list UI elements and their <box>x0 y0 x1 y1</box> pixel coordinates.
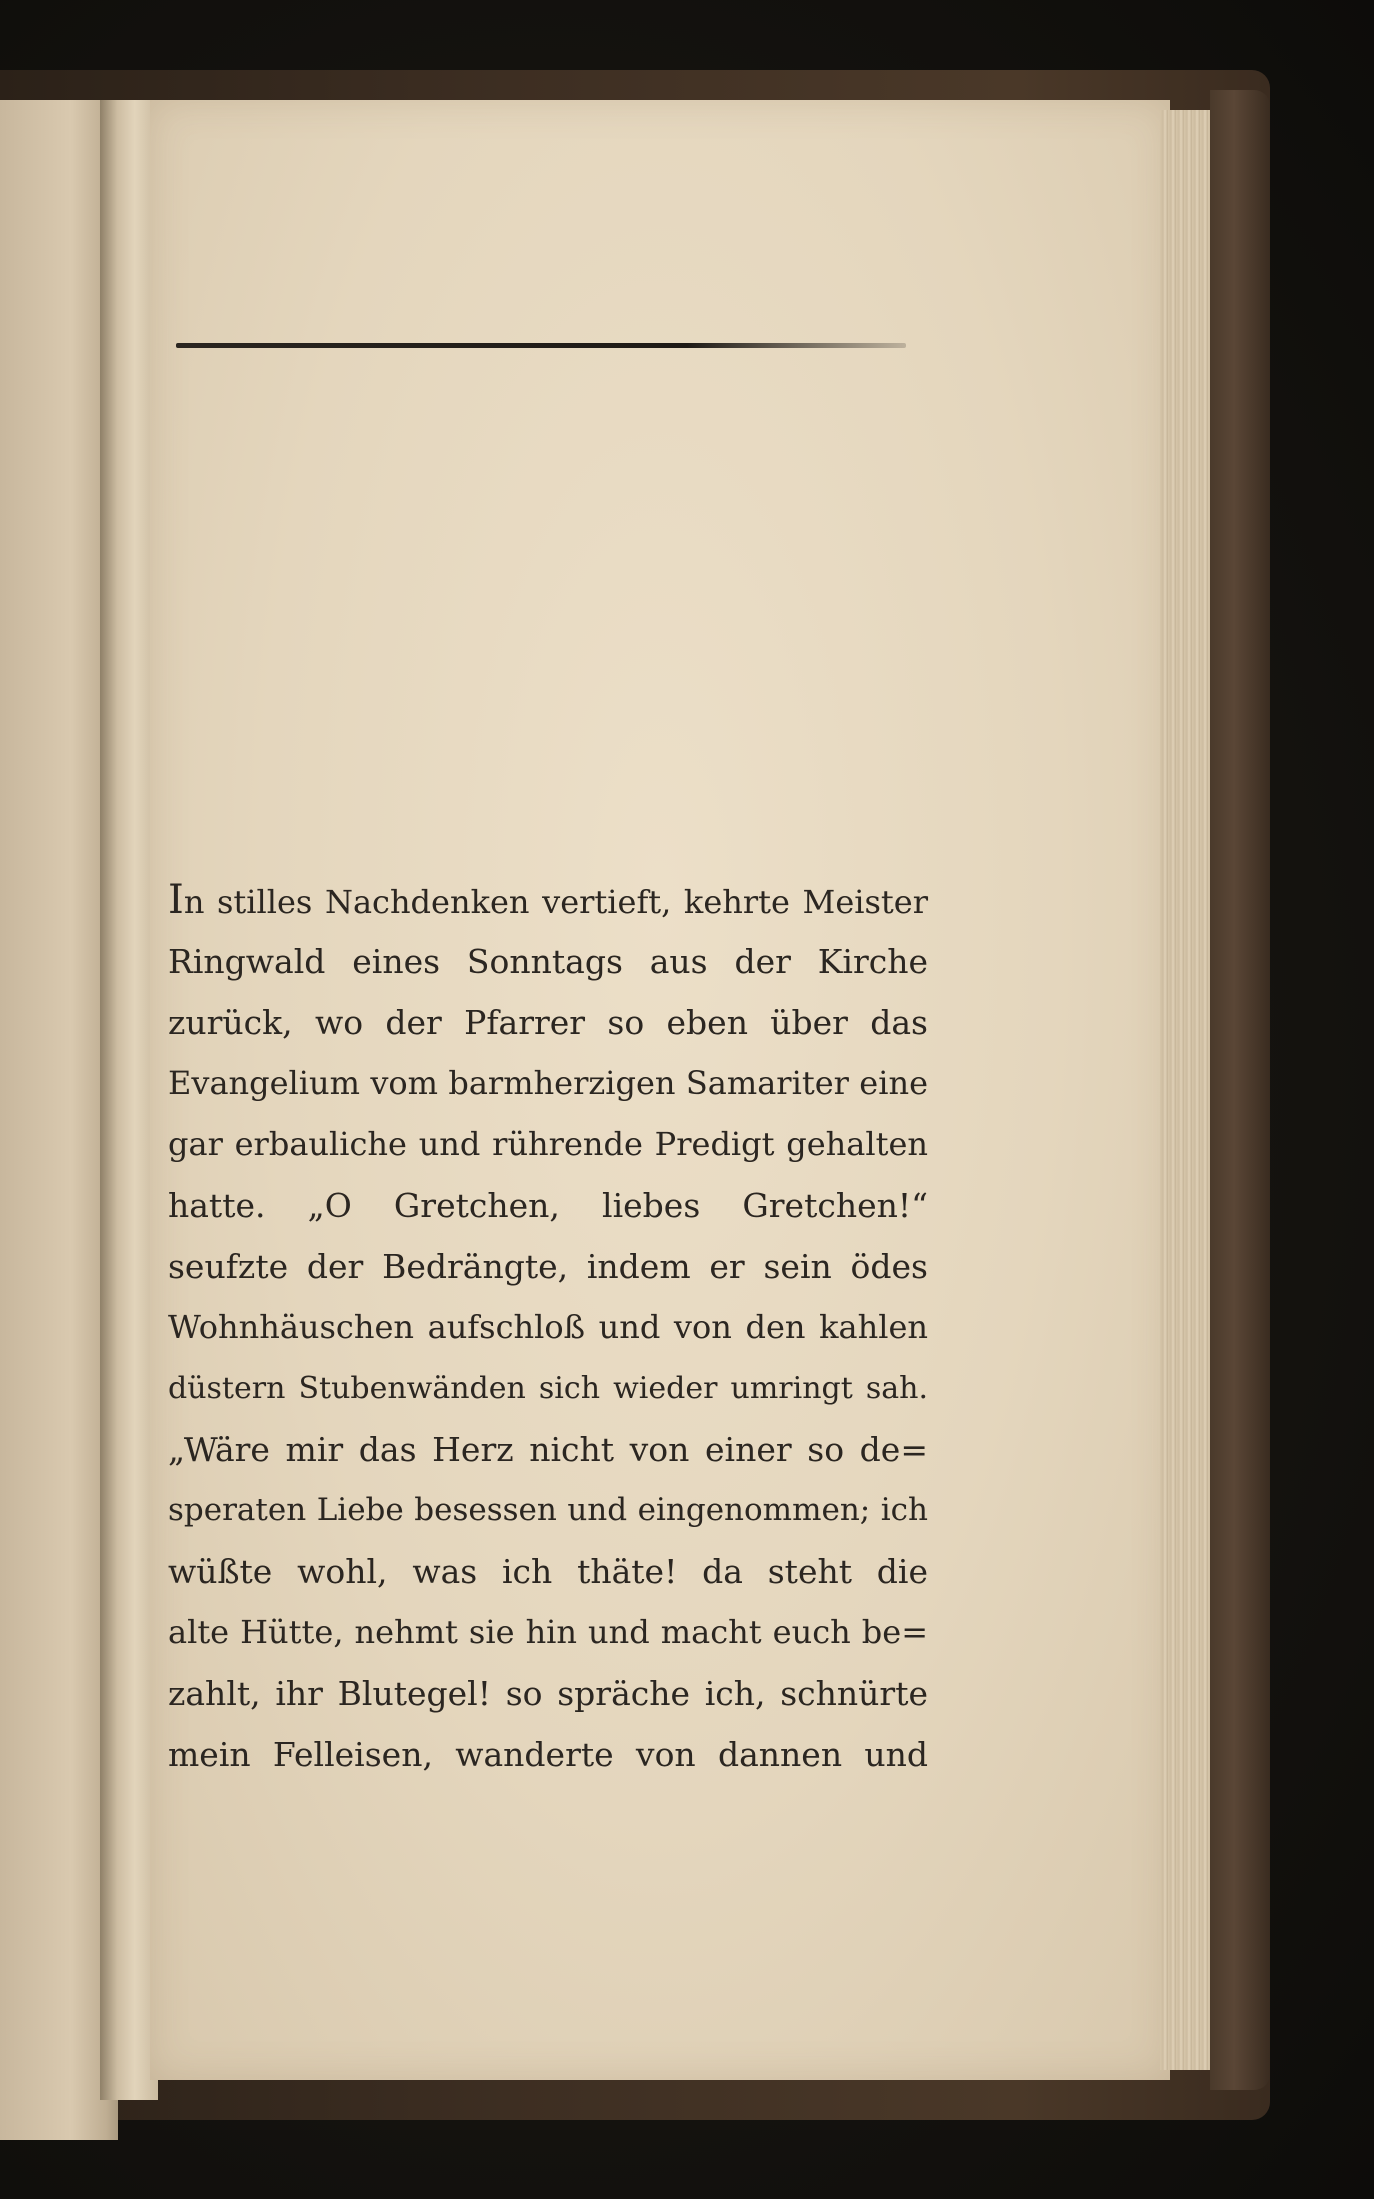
text-line: zurück, wo der Pfarrer so eben über das <box>168 1003 928 1042</box>
text-line: düstern Stubenwänden sich wieder umringt sah. <box>168 1371 928 1406</box>
text-line: mein Felleisen, wanderte von dannen und <box>168 1735 928 1774</box>
text-line: gar erbauliche und rührende Predigt gehalten <box>168 1125 928 1163</box>
cover-edge <box>1210 90 1270 2090</box>
chapter-rule <box>176 343 906 348</box>
text-line: Ringwald eines Sonntags aus der Kirche <box>168 942 928 981</box>
text-line: Wohnhäuschen aufschloß und von den kahlen <box>168 1308 928 1346</box>
text-line: seufzte der Bedrängte, indem er sein ödes <box>168 1247 928 1286</box>
page-edges <box>1160 110 1210 2070</box>
text-line: speraten Liebe besessen und eingenommen; ich <box>168 1492 928 1528</box>
text-line: zahlt, ihr Blutegel! so spräche ich, schnürte <box>168 1674 928 1713</box>
text-line: alte Hütte, nehmt sie hin und macht euch be= <box>168 1613 928 1651</box>
text-line: In stilles Nachdenken vertieft, kehrte Meister <box>168 877 928 923</box>
text-line: hatte. „O Gretchen, liebes Gretchen!“ <box>168 1186 928 1225</box>
body-text <box>168 870 928 1785</box>
text-line: Evangelium vom barmherzigen Samariter eine <box>168 1064 928 1102</box>
text-line: „Wäre mir das Herz nicht von einer so de= <box>168 1430 928 1469</box>
text-line: wüßte wohl, was ich thäte! da steht die <box>168 1552 928 1591</box>
